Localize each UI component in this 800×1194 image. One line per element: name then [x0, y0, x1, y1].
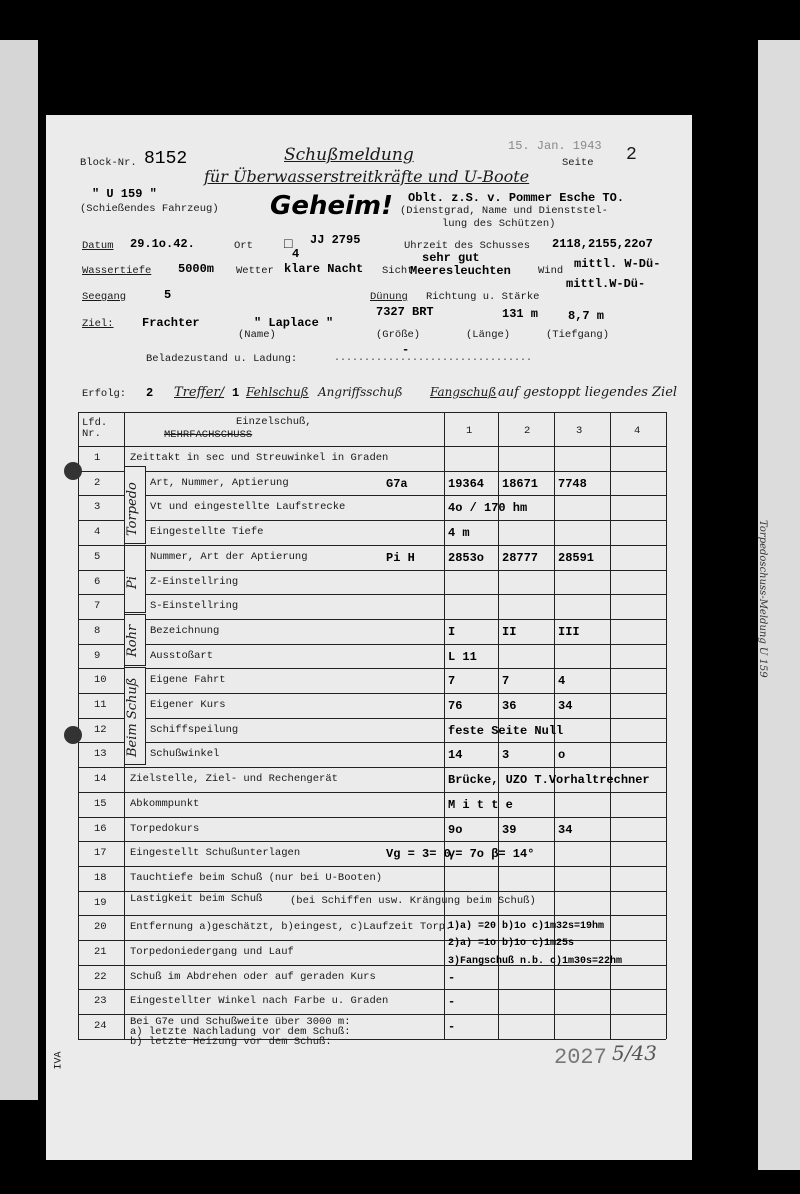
row-label: Lastigkeit beim Schuß — [130, 892, 263, 905]
title-line1: Schußmeldung — [284, 145, 414, 165]
beladezustand-label: Beladezustand u. Ladung: — [146, 353, 298, 365]
cell-value-2: 7 — [502, 674, 510, 689]
cell-value-1: M i t t e — [448, 797, 513, 812]
grid-line — [78, 619, 666, 620]
cell-value-3: III — [558, 624, 580, 639]
row-label: Zielstelle, Ziel- und Rechengerät — [130, 773, 338, 786]
fehlschuss-label: Fehlschuß — [246, 385, 309, 399]
cell-value-1: 4 m — [448, 526, 470, 541]
archive-ref: 5/43 — [612, 1041, 657, 1065]
sicht-value2: Meeresleuchten — [410, 264, 511, 278]
row-label: Schiffspeilung — [150, 723, 239, 736]
ziel-type: Frachter — [142, 316, 200, 330]
row-number: 21 — [94, 946, 107, 958]
treffer-label: Treffer/ — [174, 385, 225, 400]
col-num-4: 4 — [634, 425, 641, 437]
row-number: 4 — [94, 526, 101, 539]
grid-line — [78, 915, 666, 916]
grid-line — [666, 412, 667, 1039]
grid-line — [444, 412, 445, 1039]
wetter-value: klare Nacht — [284, 262, 364, 276]
cell-value-2: 39 — [502, 822, 517, 837]
row-number: 15 — [94, 797, 107, 810]
row-number: 20 — [94, 921, 107, 934]
row-number: 3 — [94, 501, 101, 514]
margin-right-note: Torpedoschuss-Meldung U 159 — [757, 520, 768, 678]
cell-value-1: γ= 7o β= 14° — [448, 847, 535, 862]
punch-hole-bottom — [64, 726, 82, 744]
margin-code: IVA — [53, 1051, 65, 1070]
ziel-name: " Laplace " — [254, 316, 334, 330]
group-pi: Pi — [125, 576, 140, 589]
grid-line — [78, 412, 666, 413]
angriffsschuss-label: Angriffsschuß — [318, 385, 403, 399]
row-label: Eigener Kurs — [150, 699, 226, 711]
cell-value-2: 18671 — [502, 476, 539, 491]
wind-value1: mittl. W-Dü- — [574, 257, 661, 271]
fangschuss-label: Fangschuß — [430, 385, 497, 399]
cell-value-1: 76 — [448, 699, 463, 713]
cell-value-3: 28591 — [558, 550, 595, 565]
row-label: Eingestellt Schußunterlagen — [130, 847, 301, 860]
grid-line — [78, 693, 666, 694]
cell-value-1: feste Seite Null — [448, 723, 564, 738]
cell-value-1: I — [448, 624, 456, 639]
row-number: 10 — [94, 674, 107, 687]
group-beim-schuss: Beim Schuß — [125, 677, 140, 757]
beladezustand-value: - — [402, 343, 410, 357]
row-number: 8 — [94, 624, 101, 637]
row-label-3: b) letzte Heizung vor dem Schuß: — [130, 1036, 332, 1049]
row-label: S-Einstellring — [150, 600, 239, 613]
datum-label: Datum — [82, 240, 114, 252]
row-label: Abkommpunkt — [130, 797, 200, 810]
sicht-value1: sehr gut — [422, 251, 480, 265]
shooter-value: Oblt. z.S. v. Pommer Esche TO. — [408, 191, 625, 205]
row-label: Entfernung a)geschätzt, b)eingest, c)Laufzeit Torp. — [130, 921, 452, 934]
cell-value-1: - — [448, 1020, 456, 1035]
ziel-tiefgang: 8,7 m — [568, 309, 605, 323]
cell-value-3: 7748 — [558, 476, 587, 491]
grid-line — [78, 545, 666, 546]
row-label: Torpedokurs — [130, 822, 200, 835]
grid-line — [78, 742, 666, 743]
grid-line — [78, 520, 666, 521]
row-number: 24 — [94, 1020, 107, 1033]
row-number: 22 — [94, 970, 107, 983]
row-label: Bei G7e und Schußweite über 3000 m: — [130, 1016, 351, 1029]
group-rohr: Rohr — [125, 624, 140, 657]
report-sheet — [46, 115, 692, 1160]
cell-value-1: 4o / 170 hm — [448, 501, 528, 516]
cell-value-1: 7 — [448, 674, 456, 689]
grid-line — [78, 891, 666, 892]
ort-value1: JJ 2795 — [310, 233, 361, 247]
row-extra: Vg = 3= 0 — [386, 847, 451, 862]
cell-value-2: 28777 — [502, 550, 539, 565]
grid-line — [78, 940, 666, 941]
fehl-count: 1 — [232, 386, 240, 400]
ziel-groesse: 7327 BRT — [376, 305, 434, 319]
grid-line — [78, 644, 666, 645]
ziel-groesse-label: (Größe) — [376, 329, 421, 341]
date-stamp: 15. Jan. 1943 — [508, 139, 602, 153]
seite-value: 2 — [626, 145, 637, 165]
grid-line — [78, 792, 666, 793]
ziel-label: Ziel: — [82, 318, 114, 330]
row-number: 2 — [94, 476, 101, 489]
row-label: Art, Nummer, Aptierung — [150, 476, 289, 489]
wind-value2: mittl.W-Dü- — [566, 277, 646, 291]
vessel-label: (Schießendes Fahrzeug) — [80, 203, 219, 215]
col-num-3: 3 — [576, 425, 583, 437]
row-label-2: (bei Schiffen usw. Krängung beim Schuß) — [290, 894, 536, 907]
row-number: 9 — [94, 649, 101, 662]
row-number: 7 — [94, 600, 101, 613]
row-number: 19 — [94, 896, 107, 909]
cell-value-1: Brücke, UZO T.Vorhaltrechner — [448, 773, 650, 788]
treffer-count: 2 — [146, 386, 154, 400]
grid-line — [78, 841, 666, 842]
ort-value2: 4 — [292, 247, 300, 261]
grid-line — [78, 495, 666, 496]
grid-line — [78, 989, 666, 990]
grid-line — [78, 866, 666, 867]
ort-label: Ort — [234, 240, 253, 252]
uhrzeit-value: 2118,2155,22o7 — [552, 237, 653, 251]
datum-value: 29.1o.42. — [130, 237, 195, 251]
cell-value-3: 34 — [558, 699, 573, 713]
grid-line — [78, 594, 666, 595]
geheim-stamp: Geheim! — [270, 191, 393, 221]
cell-value-1: - — [448, 995, 456, 1010]
shooter-label1: (Dienstgrad, Name und Dienststel- — [400, 205, 608, 217]
seegang-value: 5 — [164, 288, 172, 302]
seegang-label: Seegang — [82, 291, 127, 303]
seite-label: Seite — [562, 157, 594, 169]
cell-value-3: o — [558, 748, 566, 763]
cell-value-1: 1)a) =20 b)1o c)1m32s=19hm — [448, 921, 605, 933]
col-lfd-text: Lfd. Nr. — [82, 417, 108, 440]
wind-label: Wind — [538, 265, 564, 277]
cell-value-1: L 11 — [448, 649, 477, 664]
cell-value-1: 19364 — [448, 476, 485, 491]
grid-line — [78, 1014, 666, 1015]
cell-value-1: 2853o — [448, 550, 485, 565]
row-label: Z-Einstellring — [150, 575, 239, 588]
ziel-name-label: (Name) — [238, 329, 276, 341]
cell-value-2: II — [502, 624, 517, 639]
col-num-2: 2 — [524, 425, 531, 437]
col-einzel-label2: MEHRFACHSCHUSS — [164, 429, 253, 441]
ziel-laenge-label: (Länge) — [466, 329, 511, 341]
wassertiefe-value: 5000m — [178, 262, 215, 276]
row-label: Schuß im Abdrehen oder auf geraden Kurs — [130, 970, 376, 983]
grid-line — [78, 412, 79, 1039]
row-number: 12 — [94, 723, 107, 736]
row-label: Eingestellter Winkel nach Farbe u. Graden — [130, 995, 389, 1008]
row-number: 13 — [94, 748, 107, 761]
row-label: Ausstoßart — [150, 649, 214, 662]
row-extra: G7a — [386, 476, 408, 491]
punch-hole-top — [64, 462, 82, 480]
ziel-laenge: 131 m — [502, 307, 539, 321]
col-einzel-label1: Einzelschuß, — [236, 416, 312, 428]
block-label: Block-Nr. — [80, 157, 137, 169]
row-number: 1 — [94, 452, 101, 464]
cell-value-2: 36 — [502, 699, 517, 713]
row-label: Schußwinkel — [150, 748, 220, 761]
grid-line — [78, 570, 666, 571]
uhrzeit-label: Uhrzeit des Schusses — [404, 240, 531, 252]
row-number: 23 — [94, 995, 107, 1008]
group-torpedo: Torpedo — [125, 482, 140, 536]
grid-line — [78, 718, 666, 719]
grid-line — [78, 471, 666, 472]
row-number: 17 — [94, 847, 107, 860]
beladezustand-dots: ................................. — [334, 353, 533, 364]
erfolg-label: Erfolg: — [82, 388, 127, 400]
row-label: Bezeichnung — [150, 624, 220, 637]
cell-value-2: 3)Fangschuß n.b. c)1m30s=22hm — [448, 956, 623, 967]
cell-value-1: 14 — [448, 748, 463, 763]
row-label: Torpedoniedergang und Lauf — [130, 946, 294, 958]
cell-value-1: 9o — [448, 822, 463, 837]
block-number: 8152 — [144, 149, 188, 169]
row-label: Eingestellte Tiefe — [150, 526, 264, 539]
duenung-label: Dünung — [370, 291, 408, 303]
scan-left-edge — [0, 40, 38, 1100]
grid-line — [78, 767, 666, 768]
row-label: Nummer, Art der Aptierung — [150, 550, 308, 563]
row-number: 11 — [94, 699, 107, 711]
cell-value-1: 2)a) =1o b)1o c)1m25s — [448, 938, 575, 949]
cell-value-1: - — [448, 970, 456, 985]
title-line2: für Überwasserstreitkräfte und U-Boote — [204, 167, 530, 186]
sicht-label: Sicht — [382, 265, 414, 277]
shooter-label2: lung des Schützen) — [442, 218, 556, 230]
cell-value-2: 3 — [502, 748, 510, 763]
row-label: Vt und eingestellte Laufstrecke — [150, 501, 346, 514]
wassertiefe-label: Wassertiefe — [82, 265, 152, 277]
col-num-1: 1 — [466, 425, 473, 437]
grid-line — [610, 412, 611, 1039]
row-number: 14 — [94, 773, 107, 786]
row-number: 18 — [94, 871, 107, 884]
col-lfd-label — [82, 418, 112, 440]
row-extra: Pi H — [386, 550, 415, 565]
vessel-value: " U 159 " — [92, 187, 157, 201]
row-label: Tauchtiefe beim Schuß (nur bei U-Booten) — [130, 871, 383, 884]
row-label: Zeittakt in sec und Streuwinkel in Graden — [130, 452, 389, 464]
row-label: Eigene Fahrt — [150, 674, 226, 687]
ziel-tiefgang-label: (Tiefgang) — [546, 329, 610, 341]
grid-line — [78, 817, 666, 818]
grid-line — [78, 668, 666, 669]
duenung-richtung-label: Richtung u. Stärke — [426, 291, 540, 303]
row-label-2: a) letzte Nachladung vor dem Schuß: — [130, 1026, 351, 1039]
auf-gestoppt-label: auf gestoppt liegendes Ziel — [498, 385, 678, 400]
grid-line — [78, 446, 666, 447]
cell-value-3: 34 — [558, 822, 573, 837]
wetter-label: Wetter — [236, 265, 274, 277]
archive-stamp: 2027 — [554, 1045, 607, 1070]
row-number: 6 — [94, 575, 101, 588]
ort-square-icon: □ — [284, 237, 293, 253]
row-number: 16 — [94, 822, 107, 835]
row-number: 5 — [94, 550, 101, 563]
cell-value-3: 4 — [558, 674, 566, 689]
